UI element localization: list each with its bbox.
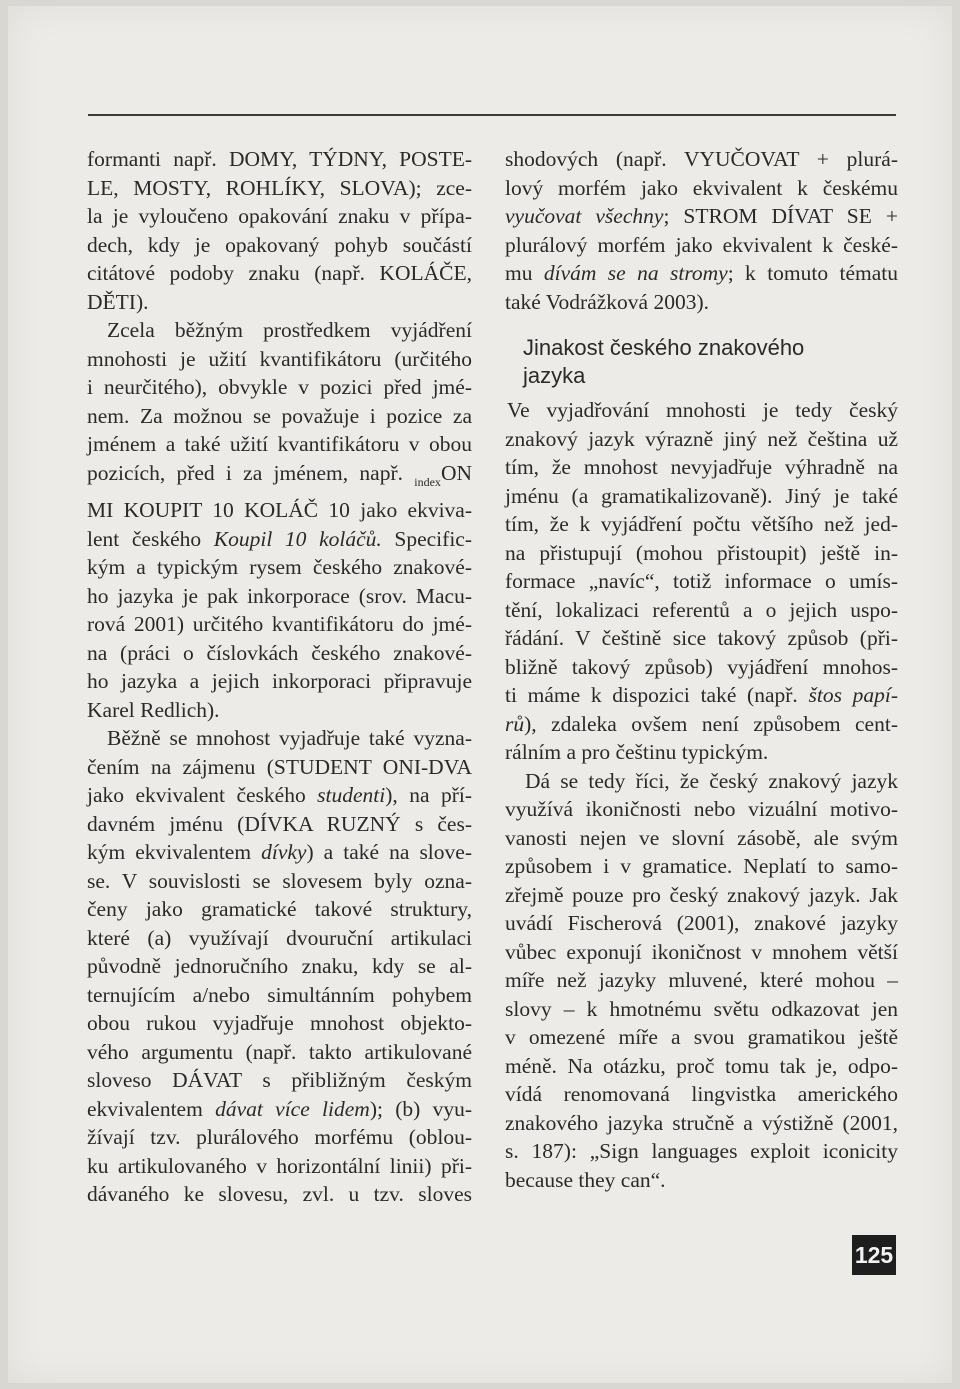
- italic-text: vyučovat všechny: [505, 204, 664, 228]
- section-heading: [523, 334, 898, 390]
- italic-text: studenti: [317, 783, 386, 807]
- italic-text: rů: [505, 711, 525, 736]
- text-line: dávaného ke slovesu, zvl. u tzv. sloves: [87, 1182, 472, 1206]
- text-run: ekvivalentem: [87, 1096, 203, 1121]
- text-run: pozicích, před i za jménem, např.: [87, 460, 403, 485]
- text-line: plurálový morfém jako ekvivalent k české-: [505, 232, 898, 257]
- text-line: nem. Za možnou se považuje i pozice za: [87, 403, 472, 428]
- text-line: jménu (a gramatikalizovaně). Jiný je také: [505, 483, 898, 508]
- text-line: využívá ikoničnosti nebo vizuální motivo-: [505, 797, 898, 821]
- text-line: čeny jako gramatické takové struktury,: [87, 897, 472, 921]
- left-column: [87, 145, 472, 1209]
- text-run: ); (b) vyu-: [369, 1096, 472, 1121]
- text-line: formace „navíc“, totiž informace o umís-: [505, 569, 898, 593]
- text-line: vůbec exponují ikoničnost v mnohem větší: [505, 939, 898, 964]
- text-line: Ve vyjadřování mnohosti je tedy český: [507, 398, 898, 422]
- text-line: bližně takový způsob) vyjádření mnohos-: [505, 654, 898, 679]
- text-line: tím, že k vyjádření počtu většího než jed-: [505, 512, 898, 536]
- text-line: vanosti nejen ve slovní zásobě, ale svým: [505, 825, 898, 850]
- heading-line: jazyka: [523, 363, 586, 388]
- page: [8, 6, 952, 1383]
- text-line: DĚTI).: [87, 289, 149, 314]
- text-line: uvádí Fischerová (2001), znakové jazyky: [505, 911, 898, 935]
- text-line: rálním a pro češtinu typickým.: [505, 740, 769, 764]
- text-line: dech, kdy je opakovaný pohyb součástí: [87, 232, 472, 257]
- text-line: davném jménu (DÍVKA RUZNÝ s čes-: [87, 811, 472, 836]
- text-line: [87, 781, 472, 810]
- text-line: čením na zájmenu (STUDENT ONI-DVA: [87, 754, 472, 779]
- text-line: ho jazyka je pak inkorporace (srov. Macu-: [87, 583, 472, 608]
- text-line: v omezené míře a svou gramatikou ještě: [505, 1025, 898, 1049]
- text-run: Specific-: [394, 526, 472, 551]
- text-line: žívají tzv. plurálového morfému (oblou-: [87, 1125, 472, 1149]
- text-line: MI KOUPIT 10 KOLÁČ 10 jako ekviva-: [87, 498, 472, 522]
- text-line: ho jazyka a jejich inkorporaci připravuje: [87, 669, 472, 693]
- text-line: [87, 1095, 472, 1124]
- text-line: míře než jazyky mluvené, které mohou –: [505, 968, 898, 992]
- text-line: Karel Redlich).: [87, 697, 220, 722]
- italic-text: Koupil 10 koláčů.: [213, 526, 382, 551]
- text-run: ), zdaleka ovšem není způsobem cent-: [524, 711, 898, 736]
- text-line: méně. Na otázku, proč tomu tak je, odpo-: [505, 1053, 898, 1078]
- text-line: tění, lokalizaci referentů a o jejich uspo-: [505, 597, 898, 622]
- text-line: které (a) využívají dvouruční artikulaci: [87, 925, 472, 950]
- text-run: ; STROM DÍVAT SE +: [663, 204, 899, 228]
- text-line: la je vyloučeno opakování znaku v přípa-: [87, 204, 472, 228]
- text-line: rová 2001) určitého kvantifikátoru do jmé-: [87, 612, 472, 636]
- text-line: zřejmě pouze pro český znakový jazyk. Jak: [505, 882, 898, 907]
- text-run: jako ekvivalent českého: [87, 783, 306, 807]
- text-run: lent českého: [87, 526, 202, 551]
- text-run: mu: [505, 261, 533, 285]
- text-line: sloveso DÁVAT s přibližným českým: [87, 1068, 472, 1092]
- top-rule: [88, 114, 896, 116]
- right-column: [505, 145, 898, 1194]
- text-line: ku artikulovaného v horizontální linii) při-: [87, 1153, 472, 1178]
- text-run: ), na pří-: [385, 783, 473, 807]
- text-line: lový morfém jako ekvivalent k českému: [505, 175, 898, 200]
- text-line: způsobem i v gramatice. Neplatí to samo-: [505, 854, 898, 878]
- paragraph: [505, 767, 898, 1195]
- text-line: Dá se tedy říci, že český znakový jazyk: [525, 768, 898, 793]
- text-run: ON: [440, 460, 472, 485]
- text-line: slovy – k hmotnému světu odkazovat jen: [505, 996, 898, 1021]
- text-line: formanti např. DOMY, TÝDNY, POSTE-: [87, 147, 472, 171]
- text-line: [87, 459, 472, 497]
- text-line: původně jednoručního znaku, kdy se al-: [87, 954, 472, 978]
- italic-text: štos papí-: [808, 683, 899, 707]
- text-line: jménem a také užití kvantifikátoru v obou: [87, 432, 472, 456]
- text-line: [505, 710, 898, 739]
- heading-line: Jinakost českého znakového: [523, 335, 805, 360]
- text-line: because they can“.: [505, 1167, 666, 1192]
- text-line: Běžně se mnohost vyjadřuje také vyzna-: [107, 726, 472, 750]
- text-line: mnohosti je užití kvantifikátoru (určitého: [87, 346, 472, 371]
- text-line: řádání. V češtině sice takový způsob (při-: [505, 626, 898, 650]
- text-line: také Vodrážková 2003).: [505, 289, 709, 314]
- italic-text: dávat více lidem: [215, 1096, 370, 1121]
- text-line: Zcela běžným prostředkem vyjádření: [107, 318, 472, 342]
- paragraph: [87, 316, 472, 724]
- text-line: [505, 202, 898, 231]
- paragraph: [505, 145, 898, 316]
- text-line: LE, MOSTY, ROHLÍKY, SLOVA); zce-: [87, 175, 472, 200]
- text-line: citátové podoby znaku (např. KOLÁČE,: [87, 261, 472, 285]
- subscript-index: index: [414, 474, 441, 489]
- text-line: kým a typickým rysem českého znakové-: [87, 555, 472, 579]
- text-line: ternujícím a/nebo simultánním pohybem: [87, 982, 472, 1007]
- text-run: kým ekvivalentem: [87, 840, 252, 864]
- text-run: ti máme k dispozici také (např.: [505, 683, 798, 707]
- paragraph: [87, 724, 472, 1209]
- italic-text: dívky: [261, 840, 307, 864]
- text-line: [505, 681, 898, 710]
- paragraph: [505, 396, 898, 767]
- text-line: i neurčitého), obvykle v pozici před jmé-: [87, 375, 472, 399]
- text-line: obou rukou vyjadřuje mnohost objekto-: [87, 1011, 472, 1035]
- text-line: [87, 525, 472, 554]
- page-number: 125: [852, 1235, 896, 1275]
- text-line: [87, 838, 472, 867]
- text-line: na (práci o číslovkách českého znakové-: [87, 640, 472, 665]
- text-line: vého argumentu (např. takto artikulované: [87, 1039, 472, 1064]
- italic-text: dívám se na stromy: [543, 261, 728, 285]
- text-line: [505, 259, 898, 288]
- text-line: shodových (např. VYUČOVAT + plurá-: [505, 147, 898, 171]
- text-line: znakový jazyk výrazně jiný než čeština už: [505, 426, 898, 451]
- text-line: vídá renomovaná lingvistka amerického: [505, 1082, 898, 1106]
- text-line: se. V souvislosti se slovesem byly ozna-: [87, 868, 472, 893]
- text-line: s. 187): „Sign languages exploit iconicity: [505, 1139, 898, 1163]
- paragraph: [87, 145, 472, 316]
- text-run: ; k tomuto tématu: [727, 261, 898, 285]
- text-line: na přistupují (mohou přistoupit) ještě in-: [505, 540, 898, 565]
- text-line: znakového jazyka stručně a výstižně (2001,: [505, 1110, 898, 1135]
- text-run: ) a také na slove-: [306, 840, 472, 864]
- text-line: tím, že mnohost nevyjadřuje výhradně na: [505, 455, 898, 479]
